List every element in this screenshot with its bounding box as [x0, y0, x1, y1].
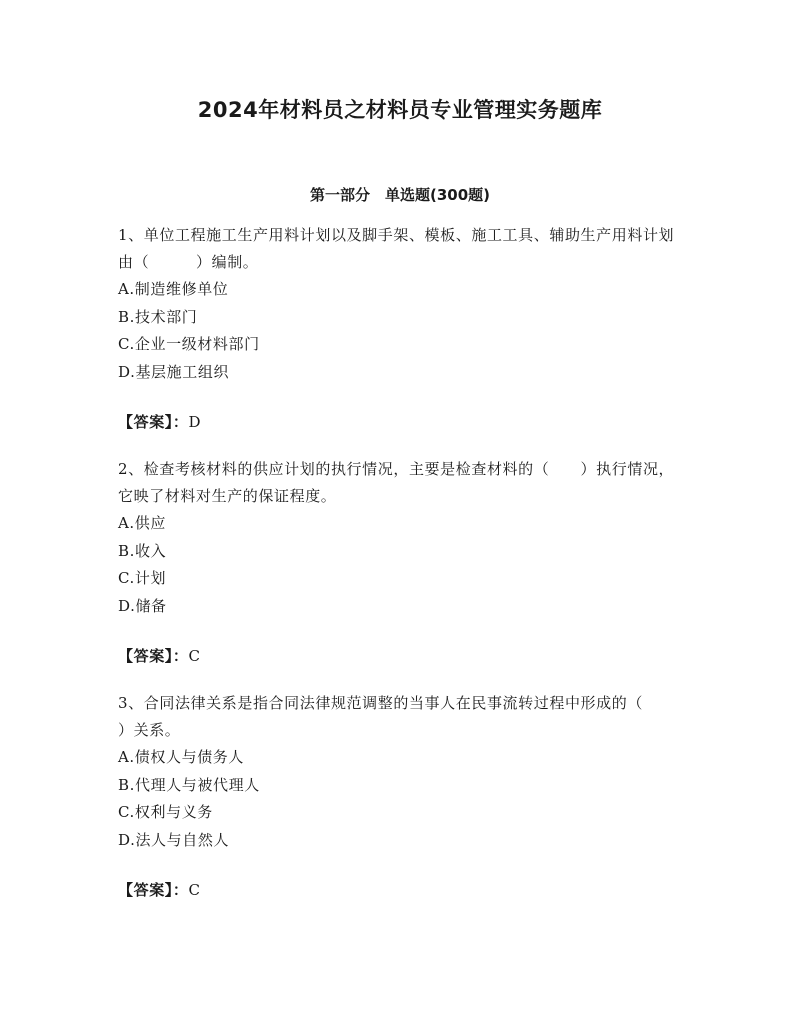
option-a: A.债权人与债务人 — [118, 748, 245, 766]
option-a: A.供应 — [118, 514, 167, 532]
answer-line — [118, 877, 688, 904]
answer-line — [118, 643, 688, 670]
option-a: A.制造维修单位 — [118, 280, 229, 298]
answer-value: C — [188, 881, 201, 899]
answer-value: C — [188, 647, 201, 665]
option-d: D.基层施工组织 — [118, 362, 230, 381]
question-list — [118, 222, 688, 924]
question-1 — [118, 222, 688, 436]
answer-label: 【答案】： — [118, 647, 189, 665]
document-title: 2024年材料员之材料员专业管理实务题库 — [197, 98, 603, 122]
section-title: 第一部分 单选题(300题) — [309, 186, 491, 204]
option-b: B.代理人与被代理人 — [118, 775, 260, 794]
question-stem: 3、合同法律关系是指合同法律规范调整的当事人在民事流转过程中形成的（ ）关系。 — [118, 694, 690, 739]
question-stem: 2、检查考核材料的供应计划的执行情况，主要是检查材料的（ ）执行情况，它映了材料对生产的保证程度。 — [118, 460, 675, 505]
question-stem: 1、单位工程施工生产用料计划以及脚手架、模板、施工工具、辅助生产用料计划由（ ）编制。 — [118, 226, 675, 271]
answer-label: 【答案】： — [118, 413, 189, 431]
question-3 — [118, 690, 688, 904]
option-d: D.储备 — [118, 596, 167, 615]
option-b: B.收入 — [118, 541, 167, 560]
option-c: C.权利与义务 — [118, 803, 213, 821]
answer-label: 【答案】： — [118, 881, 189, 899]
option-d: D.法人与自然人 — [118, 830, 230, 849]
option-c: C.计划 — [118, 569, 167, 587]
option-c: C.企业一级材料部门 — [118, 335, 260, 353]
answer-line — [118, 409, 688, 436]
option-b: B.技术部门 — [118, 307, 198, 326]
answer-value: D — [188, 413, 202, 431]
question-2 — [118, 456, 688, 670]
